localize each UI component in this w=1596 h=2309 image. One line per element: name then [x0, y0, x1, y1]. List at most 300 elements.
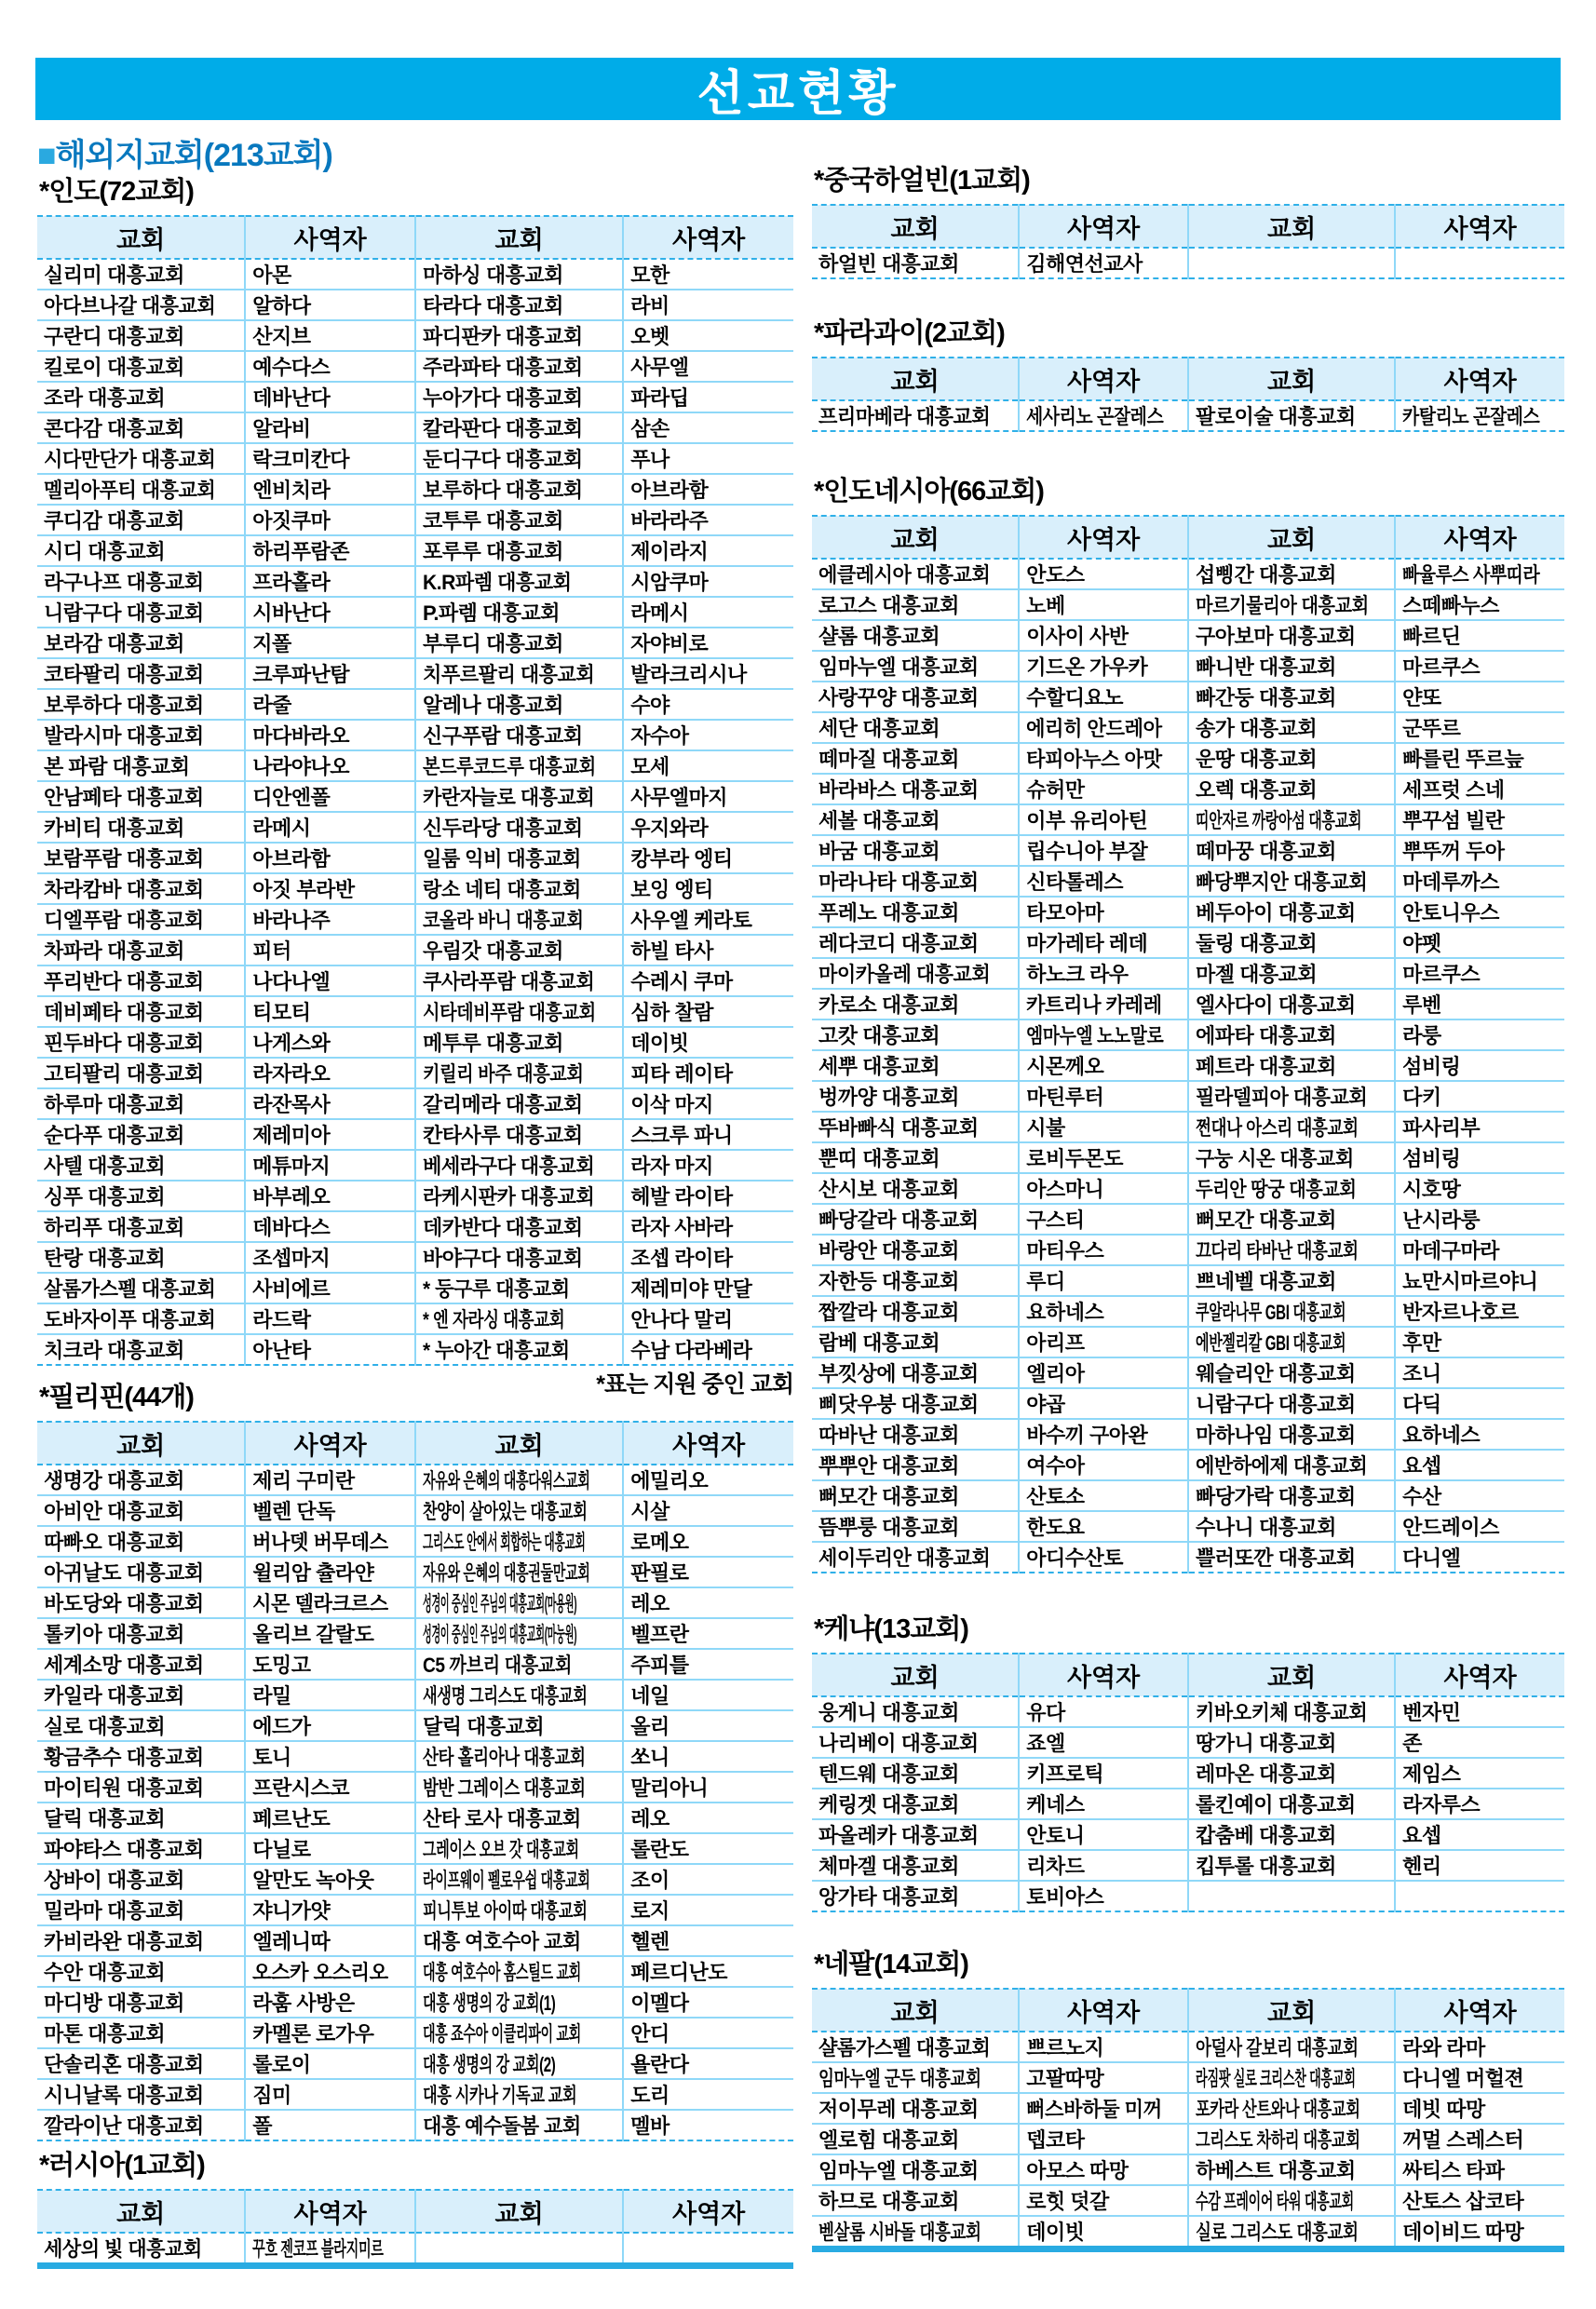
church-cell: 디엘푸람 대흥교회 — [37, 904, 245, 935]
column-header-church: 교회 — [812, 205, 1019, 248]
church-cell — [415, 1058, 623, 1088]
worker-cell: 롤란도 — [623, 1833, 793, 1864]
table-row — [37, 1181, 793, 1211]
worker-cell: 요셉 — [1395, 1819, 1564, 1850]
table-row — [37, 2018, 793, 2048]
church-cell: 킬로이 대흥교회 — [37, 351, 245, 382]
cell-text: 랑소 네티 대흥교회 — [422, 878, 581, 901]
worker-cell: 케네스 — [1019, 1789, 1188, 1819]
church-cell: 톨키아 대흥교회 — [37, 1618, 245, 1649]
worker-cell: 라자 마지 — [623, 1150, 793, 1181]
cell-text: 엠마누엘 노노말로 — [1026, 1024, 1164, 1047]
church-cell: 엘로힘 대흥교회 — [812, 2124, 1019, 2154]
church-cell: 싱푸 대흥교회 — [37, 1181, 245, 1211]
worker-cell: 모한 — [623, 259, 793, 290]
column-header-church: 교회 — [1188, 358, 1395, 400]
worker-cell: 수산 — [1395, 1480, 1564, 1511]
table-row — [37, 935, 793, 965]
table-row — [812, 1050, 1564, 1081]
church-cell — [415, 1303, 623, 1334]
column-header-worker: 사역자 — [245, 216, 415, 259]
table-row — [37, 566, 793, 597]
worker-cell: 발라크리시나 — [623, 658, 793, 689]
church-cell: 누아가다 대흥교회 — [415, 382, 623, 412]
church-cell — [415, 904, 623, 935]
church-cell: 사텔 대흥교회 — [37, 1150, 245, 1181]
table-row — [37, 628, 793, 658]
column-header-worker: 사역자 — [1395, 358, 1564, 400]
worker-cell: 뿌꾸섬 빌란 — [1395, 804, 1564, 835]
worker-cell: 루벤 — [1395, 989, 1564, 1019]
mission-table-philippines — [37, 1421, 793, 2141]
worker-cell — [1019, 400, 1188, 431]
worker-cell: 얀또 — [1395, 682, 1564, 712]
worker-cell: 슈허만 — [1019, 774, 1188, 804]
church-cell: 하루마 대흥교회 — [37, 1088, 245, 1119]
church-cell — [1188, 1081, 1395, 1112]
table-row — [812, 559, 1564, 589]
worker-cell: 라비 — [623, 290, 793, 320]
table-row — [37, 1150, 793, 1181]
church-cell: 실로 대흥교회 — [37, 1710, 245, 1741]
section-title-russia: *러시아(1교회) — [39, 2151, 205, 2181]
worker-cell: 마데루까스 — [1395, 866, 1564, 897]
table-row — [812, 1789, 1564, 1819]
cell-text: 새생명 그리스도 대흥교회 — [422, 1684, 588, 1708]
table-row — [37, 412, 793, 443]
table-row — [37, 443, 793, 474]
church-cell: 에파타 대흥교회 — [1188, 1019, 1395, 1050]
worker-cell: 제레미야 만달 — [623, 1273, 793, 1303]
cell-text: 카란자늘로 대흥교회 — [422, 786, 595, 809]
worker-cell: 욜란다 — [623, 2048, 793, 2079]
table-row — [37, 474, 793, 505]
worker-cell: 이부 유리아틴 — [1019, 804, 1188, 835]
cell-text: 카탈리노 곤잘레스 — [1402, 405, 1540, 428]
table-row — [812, 1327, 1564, 1357]
table-row — [37, 1803, 793, 1833]
worker-cell: 요하네스 — [1019, 1296, 1188, 1327]
church-cell — [415, 1273, 623, 1303]
worker-cell: 루디 — [1019, 1265, 1188, 1296]
table-row — [37, 1273, 793, 1303]
church-cell: 땅가니 대흥교회 — [1188, 1727, 1395, 1758]
table-row — [37, 1833, 793, 1864]
cell-text: 버나뎃 버무데스 — [252, 1531, 388, 1554]
worker-cell: 제레미아 — [245, 1119, 415, 1150]
church-cell: 니람구다 대흥교회 — [1188, 1388, 1395, 1419]
cell-text: 키바오키체 대흥교회 — [1195, 1701, 1368, 1724]
cell-text: 라케시판카 대흥교회 — [422, 1185, 595, 1209]
church-cell — [1188, 1173, 1395, 1204]
worker-cell: 락크미칸다 — [245, 443, 415, 474]
table-row — [37, 1710, 793, 1741]
worker-cell: 엘리아 — [1019, 1357, 1188, 1388]
church-cell: P.파렘 대흥교회 — [415, 597, 623, 628]
worker-cell: 헨리 — [1395, 1850, 1564, 1881]
church-cell — [1188, 804, 1395, 835]
church-cell: 자한등 대흥교회 — [812, 1265, 1019, 1296]
supported-churches-footnote: *표는 지원 중인 교회 — [596, 1371, 793, 1398]
table-row — [812, 1265, 1564, 1296]
table-row — [812, 2154, 1564, 2185]
church-cell: 빠당갈라 대흥교회 — [812, 1204, 1019, 1235]
church-cell — [415, 781, 623, 812]
worker-cell: 아리프 — [1019, 1327, 1188, 1357]
church-cell — [415, 1557, 623, 1587]
church-cell: 카비티 대흥교회 — [37, 812, 245, 843]
church-cell — [415, 1587, 623, 1618]
cell-text: 산타 홀리아나 대흥교회 — [422, 1746, 586, 1769]
column-header-worker: 사역자 — [623, 216, 793, 259]
table-row — [812, 1142, 1564, 1173]
worker-cell: 알라비 — [245, 412, 415, 443]
table-row — [37, 2079, 793, 2110]
worker-cell: 안드레이스 — [1395, 1511, 1564, 1542]
church-cell: 파올레카 대흥교회 — [812, 1819, 1019, 1850]
section-china-harbin — [812, 166, 1564, 279]
cell-text: 세상의 빛 대흥교회 — [44, 2237, 202, 2261]
worker-cell: 수레시 쿠마 — [623, 965, 793, 996]
left-column — [37, 138, 793, 2269]
church-cell: 세볼 대흥교회 — [812, 804, 1019, 835]
church-cell: 마하나임 대흥교회 — [1188, 1419, 1395, 1450]
worker-cell: 아몬 — [245, 259, 415, 290]
table-row — [812, 2216, 1564, 2249]
worker-cell: 조셉 라이타 — [623, 1242, 793, 1273]
church-cell — [415, 996, 623, 1027]
worker-cell: 올리 — [623, 1710, 793, 1741]
church-cell: 푸리반다 대흥교회 — [37, 965, 245, 996]
church-cell: 단솔리혼 대흥교회 — [37, 2048, 245, 2079]
church-cell — [1188, 2185, 1395, 2216]
church-cell: 바라바스 대흥교회 — [812, 774, 1019, 804]
cell-text: 치푸르팔리 대흥교회 — [422, 663, 595, 686]
worker-cell: 페르디난도 — [623, 1956, 793, 1987]
church-cell — [812, 400, 1019, 431]
worker-cell: 다딕 — [1395, 1388, 1564, 1419]
table-row — [812, 248, 1564, 278]
church-cell: 세뿌 대흥교회 — [812, 1050, 1019, 1081]
worker-cell: 빠를린 뚜르늪 — [1395, 743, 1564, 774]
table-row — [37, 1526, 793, 1557]
worker-cell: 하노크 라우 — [1019, 958, 1188, 989]
church-cell: 뿌뿌안 대흥교회 — [812, 1450, 1019, 1480]
worker-cell: 레오 — [623, 1803, 793, 1833]
worker-cell — [623, 2233, 793, 2266]
worker-cell: 네일 — [623, 1680, 793, 1710]
section-kenya — [812, 1614, 1564, 1912]
worker-cell: 캉부라 엥티 — [623, 843, 793, 873]
worker-cell: 바라라주 — [623, 505, 793, 535]
worker-cell: 마데구마라 — [1395, 1235, 1564, 1265]
church-cell — [415, 1526, 623, 1557]
worker-cell: 하리푸람존 — [245, 535, 415, 566]
church-cell: 벙까양 대흥교회 — [812, 1081, 1019, 1112]
church-cell — [415, 1334, 623, 1365]
worker-cell: 레오 — [623, 1587, 793, 1618]
table-row — [37, 351, 793, 382]
church-cell: 마라나타 대흥교회 — [812, 866, 1019, 897]
church-cell — [415, 1833, 623, 1864]
column-header-worker: 사역자 — [1019, 1989, 1188, 2032]
table-row — [37, 1772, 793, 1803]
worker-cell: 라와 라마 — [1395, 2032, 1564, 2062]
table-row — [37, 1334, 793, 1365]
table-row — [812, 682, 1564, 712]
church-cell: 앙가타 대흥교회 — [812, 1881, 1019, 1911]
table-row — [812, 1296, 1564, 1327]
table-row — [37, 1495, 793, 1526]
church-cell: 보루하다 대흥교회 — [37, 689, 245, 720]
worker-cell: 라메시 — [245, 812, 415, 843]
table-row — [37, 2048, 793, 2079]
page-title — [35, 58, 1561, 120]
church-cell: 차라캄바 대흥교회 — [37, 873, 245, 904]
section-title-nepal: *네팔(14교회) — [814, 1950, 968, 1979]
table-row — [812, 1450, 1564, 1480]
church-cell: 빠니반 대흥교회 — [1188, 651, 1395, 682]
cell-text: 대흥 시카나 기독교 교회 — [422, 2084, 577, 2107]
church-cell — [415, 1181, 623, 1211]
cell-text: 코올라 바니 대흥교회 — [422, 909, 584, 932]
church-cell: 텐드웨 대흥교회 — [812, 1758, 1019, 1789]
church-cell: 운땅 대흥교회 — [1188, 743, 1395, 774]
table-row — [812, 743, 1564, 774]
table-row — [37, 1618, 793, 1649]
table-row — [812, 927, 1564, 958]
church-cell: 빠당가락 대흥교회 — [1188, 1480, 1395, 1511]
table-row — [812, 620, 1564, 651]
cell-text: 라짐팟 실로 크리스찬 대흥교회 — [1195, 2067, 1356, 2090]
worker-cell: 여수아 — [1019, 1450, 1188, 1480]
cell-text: 대흥 생명의 강 교회(2) — [422, 2053, 556, 2076]
worker-cell: 기드온 가우카 — [1019, 651, 1188, 682]
table-row — [812, 2124, 1564, 2154]
church-cell: 송가 대흥교회 — [1188, 712, 1395, 743]
cell-text: 꾸흐 젠코프 블라지미르 — [252, 2237, 384, 2261]
church-cell — [1188, 2062, 1395, 2093]
worker-cell: 노베 — [1019, 589, 1188, 620]
worker-cell: 자수아 — [623, 720, 793, 750]
church-cell: 시디 대흥교회 — [37, 535, 245, 566]
worker-cell: 수할디요노 — [1019, 682, 1188, 712]
church-cell — [415, 1925, 623, 1956]
worker-cell: 피터 — [245, 935, 415, 965]
cell-text: 쩐대나 아스리 대흥교회 — [1195, 1116, 1359, 1140]
worker-cell: 시불 — [1019, 1112, 1188, 1142]
mission-table-russia — [37, 2189, 793, 2269]
worker-cell: 도리 — [623, 2079, 793, 2110]
church-cell: 메투루 대흥교회 — [415, 1027, 623, 1058]
church-cell: 카일라 대흥교회 — [37, 1680, 245, 1710]
section-title-kenya: *케냐(13교회) — [814, 1614, 968, 1644]
cell-text: 샬롬가스펠 대흥교회 — [818, 2036, 991, 2059]
worker-cell: 마다바라오 — [245, 720, 415, 750]
church-cell: 산시보 대흥교회 — [812, 1173, 1019, 1204]
church-cell: 치크라 대흥교회 — [37, 1334, 245, 1365]
table-row — [37, 1925, 793, 1956]
cell-text: 두리안 땅궁 대흥교회 — [1195, 1178, 1357, 1201]
table-row — [37, 1956, 793, 1987]
table-row — [812, 897, 1564, 927]
church-cell: 쿠디감 대흥교회 — [37, 505, 245, 535]
church-cell: 실리미 대흥교회 — [44, 263, 184, 287]
church-cell — [415, 873, 623, 904]
header-row — [37, 2190, 793, 2233]
worker-cell: 에밀리오 — [623, 1465, 793, 1495]
worker-cell: 라메시 — [623, 597, 793, 628]
worker-cell: 수남 다라베라 — [623, 1334, 793, 1365]
worker-cell: 김해연선교사 — [1019, 248, 1188, 278]
cell-text: K.R파렘 대흥교회 — [422, 571, 572, 594]
table-row — [37, 965, 793, 996]
worker-cell: 섬비링 — [1395, 1142, 1564, 1173]
table-row — [812, 589, 1564, 620]
table-row — [37, 1987, 793, 2018]
worker-cell: 벤자민 — [1395, 1696, 1564, 1727]
worker-cell: 마르쿠스 — [1395, 651, 1564, 682]
worker-cell: 도밍고 — [245, 1649, 415, 1680]
church-cell — [415, 1772, 623, 1803]
worker-cell: 스크루 파니 — [623, 1119, 793, 1150]
church-cell: 로고스 대흥교회 — [812, 589, 1019, 620]
church-cell: 신구푸람 대흥교회 — [415, 720, 623, 750]
church-cell: 바도당와 대흥교회 — [37, 1587, 245, 1618]
church-cell — [1188, 2216, 1395, 2249]
cell-text: 대흥 죠수아 이클리파이 교회 — [422, 2022, 581, 2046]
church-cell: 나리베이 대흥교회 — [812, 1727, 1019, 1758]
worker-cell: 뇨만시마르야니 — [1395, 1265, 1564, 1296]
table-row — [812, 1019, 1564, 1050]
cell-text: * 누아간 대흥교회 — [422, 1339, 570, 1362]
worker-cell: 데이빗 — [1019, 2216, 1188, 2249]
church-cell: 데카반다 대흥교회 — [415, 1211, 623, 1242]
church-cell: 코투루 대흥교회 — [415, 505, 623, 535]
worker-cell: 바수끼 구아완 — [1019, 1419, 1188, 1450]
worker-cell: 보잉 엥티 — [623, 873, 793, 904]
cell-text: 에반젤리칼 GBI 대흥교회 — [1195, 1331, 1346, 1355]
worker-cell: 로지 — [623, 1895, 793, 1925]
church-cell: 뻐모간 대흥교회 — [1188, 1204, 1395, 1235]
worker-cell — [1019, 743, 1188, 774]
church-cell: 마톤 대흥교회 — [37, 2018, 245, 2048]
church-cell: 세계소망 대흥교회 — [37, 1649, 245, 1680]
table-row — [37, 320, 793, 351]
worker-cell: 아브라함 — [245, 843, 415, 873]
church-cell: 차파라 대흥교회 — [37, 935, 245, 965]
church-cell — [415, 843, 623, 873]
table-row — [812, 1388, 1564, 1419]
table-row — [812, 651, 1564, 682]
worker-cell — [1019, 712, 1188, 743]
church-cell: 마이티원 대흥교회 — [37, 1772, 245, 1803]
column-header-church: 교회 — [37, 1422, 245, 1465]
worker-cell: 데이빗 — [623, 1027, 793, 1058]
cell-text: 자유와 은혜의 대흥권둘만교회 — [422, 1561, 590, 1585]
church-cell: 하므로 대흥교회 — [812, 2185, 1019, 2216]
worker-cell: 오벳 — [623, 320, 793, 351]
church-cell — [1188, 2032, 1395, 2062]
mission-table-nepal — [812, 1988, 1564, 2252]
church-cell — [812, 2062, 1019, 2093]
church-cell: 보루하다 대흥교회 — [415, 474, 623, 505]
worker-cell: 에드가 — [245, 1710, 415, 1741]
church-cell: 마젤 대흥교회 — [1188, 958, 1395, 989]
church-cell — [37, 1303, 245, 1334]
table-row — [812, 2062, 1564, 2093]
worker-cell: 싸티스 타파 — [1395, 2154, 1564, 2185]
church-cell: 람베 대흥교회 — [812, 1327, 1019, 1357]
church-cell — [415, 1680, 623, 1710]
worker-cell: 알만도 녹아웃 — [245, 1864, 415, 1895]
table-row — [812, 866, 1564, 897]
worker-cell: 시암쿠마 — [623, 566, 793, 597]
cell-text: 벧살롬 시바돌 대흥교회 — [818, 2221, 981, 2244]
church-cell: 엘사다이 대흥교회 — [1188, 989, 1395, 1019]
table-row — [812, 1480, 1564, 1511]
cell-text: 필라델피아 대흥교회 — [1195, 1086, 1368, 1109]
worker-cell — [245, 1956, 415, 1987]
worker-cell: 푸나 — [623, 443, 793, 474]
church-cell: 팔로이술 대흥교회 — [1188, 400, 1395, 431]
table-row — [37, 689, 793, 720]
cell-text: * 엔 자라싱 대흥교회 — [422, 1308, 565, 1331]
church-cell: 웅게니 대흥교회 — [818, 1701, 959, 1724]
worker-cell: 라자 사바라 — [623, 1211, 793, 1242]
church-cell — [1188, 1696, 1395, 1727]
worker-cell: 이사이 사반 — [1019, 620, 1188, 651]
worker-cell: 신타톨레스 — [1019, 866, 1188, 897]
church-cell — [1188, 2124, 1395, 2154]
church-cell — [1188, 1881, 1395, 1911]
table-row — [812, 1850, 1564, 1881]
worker-cell: 구스티 — [1019, 1204, 1188, 1235]
worker-cell — [245, 2233, 415, 2266]
worker-cell: 쟈니가얏 — [245, 1895, 415, 1925]
worker-cell: 라드락 — [245, 1303, 415, 1334]
table-row — [37, 750, 793, 781]
cell-text: 시몬 델라크르스 — [252, 1592, 388, 1615]
church-cell: 킵투롤 대흥교회 — [1188, 1850, 1395, 1881]
cell-text: 성경이 중심인 주님의 대흥교회(마눙원) — [422, 1623, 577, 1646]
church-cell: 사랑꾸양 대흥교회 — [812, 682, 1019, 712]
worker-cell: 토비아스 — [1019, 1881, 1188, 1911]
table-row — [37, 720, 793, 750]
worker-cell: 조이 — [623, 1864, 793, 1895]
right-column — [812, 138, 1564, 2252]
church-cell: 쁘네벨 대흥교회 — [1188, 1265, 1395, 1296]
church-cell: 하리푸 대흥교회 — [37, 1211, 245, 1242]
church-cell — [37, 2233, 245, 2266]
church-cell: 본 파람 대흥교회 — [37, 750, 245, 781]
page-title-text: 선교현황 — [697, 67, 899, 121]
cell-text: 키릴리 바주 대흥교회 — [422, 1062, 584, 1086]
section-philippines — [37, 1383, 793, 2141]
worker-cell: 마티우스 — [1019, 1235, 1188, 1265]
worker-cell: 제임스 — [1395, 1758, 1564, 1789]
table-row — [37, 1587, 793, 1618]
table-row — [37, 1557, 793, 1587]
table-row — [37, 1027, 793, 1058]
worker-cell: 이삭 마지 — [623, 1088, 793, 1119]
worker-cell: 프란시스코 — [245, 1772, 415, 1803]
worker-cell: 로힛 덧갈 — [1019, 2185, 1188, 2216]
worker-cell: 죠엘 — [1019, 1727, 1188, 1758]
cell-text: 마르기물리아 대흥교회 — [1195, 594, 1369, 617]
section-indonesia — [812, 477, 1564, 1573]
section-paraguay — [812, 318, 1564, 432]
